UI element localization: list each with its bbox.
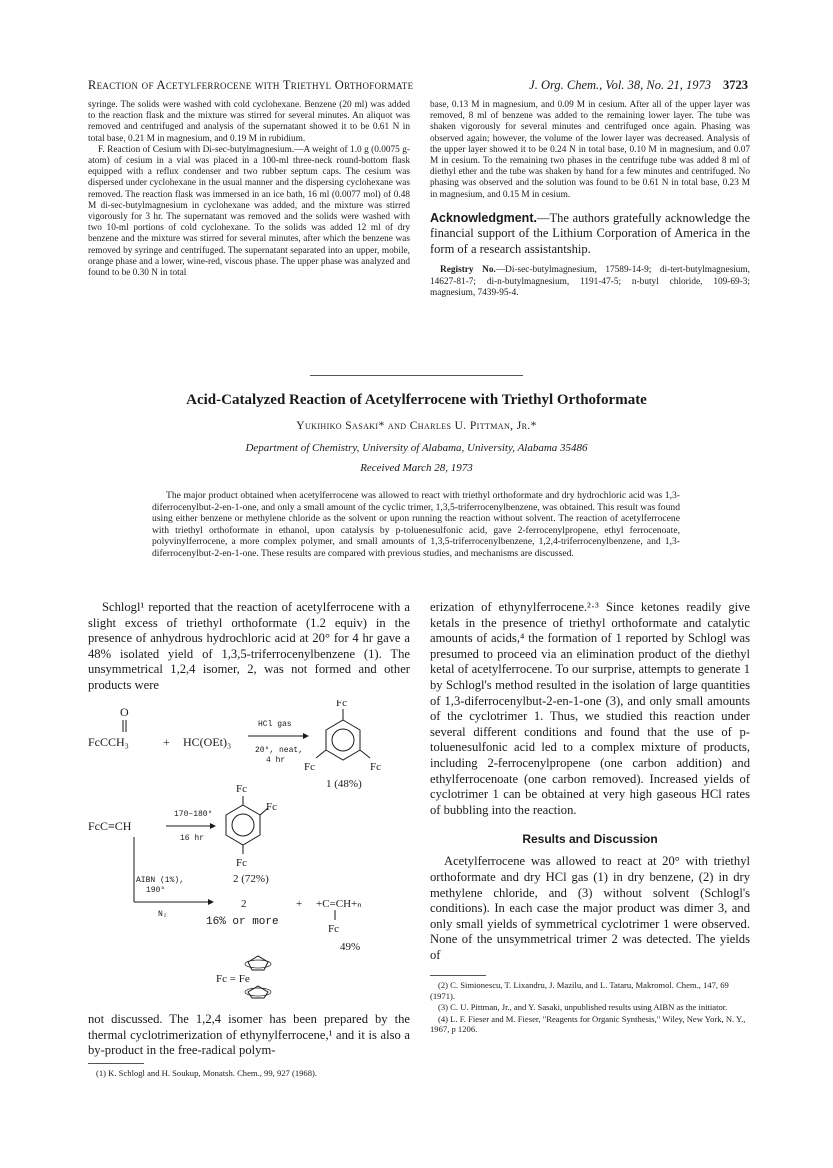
fc-substituent-top: Fc — [336, 700, 347, 709]
condition-190: 190° — [146, 886, 166, 895]
orthoformate-formula: HC(OEt)₃ — [183, 735, 232, 749]
journal-citation: J. Org. Chem., Vol. 38, No. 21, 1973 3723 — [529, 78, 748, 92]
condition-n2: N₂ — [158, 910, 168, 919]
footnote-1: (1) K. Schlogl and H. Soukup, Monatsh. Chem., 99, 927 (1968). — [96, 1067, 318, 1078]
fc-substituent-ring2-top: Fc — [236, 783, 247, 795]
top-left-column — [88, 100, 410, 279]
polymer-fc-substituent: Fc — [328, 923, 339, 935]
top-right-paragraph: base, 0.13 M in magnesium, and 0.09 M in cesium. After all of the upper layer was removed, 8 ml of benzene was added to the remaining lower layer. The tube was shaken vigorously for several minutes and centrifuged once again. Phasing was observed again; however, the volume of the lower layer was decreased. Analysis of the upper layer showed it to be 0.24 N in total base, 0.10 M in magnesium, and 0.07 M in cesium. To the remaining two phases in the centrifuge tube was added 8 ml of diethyl ether and the tube was shaken by hand for a few minutes and centrifuged. No phasing was observed and the solution was found to be 0.61 N in total base, 0.23 M in magnesium, and 0.15 M in cesium. — [430, 100, 750, 200]
received-date: Received March 28, 1973 — [360, 462, 473, 474]
right-paragraph-1: erization of ethynylferrocene.²·³ Since ketones readily give ketals in the presence of triethyl orthoformate and catalytic amounts of acids,⁴ the formation of 1 reported by Schlogl was presumed to proceed via an elimination product of the diethyl ketal of acetylferrocene. To our surprise, attempts to generate 1 by Schlogl's method resulted in the isolation of large quantities of 1,3-diferrocenylbut-2-en-1-one (3), and only small amounts of the cyclotrimer 1. Thus, we studied this reaction under several different conditions and found that the use of p-toluenesulfonic acid led to a complex mixture of products, including 2-ferrocenylpropene (one carbon addition) and ethylferrocenoate (one carbon removed). Increased yields of cyclotrimer 1 can be obtained at very high gaseous HCl rates of bubbling into the reaction. — [430, 600, 750, 817]
acetylferrocene-formula: FcCCH₃ — [88, 735, 129, 749]
footnote-3: (3) C. U. Pittman, Jr., and Y. Sasaki, unpublished results using AIBN as the initiator. — [438, 1002, 728, 1013]
footnote-2: (2) C. Simionescu, T. Lixandru, J. Mazilu, and L. Tataru, Makromol. Chem., 147, 69 (1971). — [430, 980, 729, 1001]
condition-170-180: 170–180° — [174, 810, 213, 819]
ethynylferrocene-formula: FcC≡CH — [88, 819, 132, 833]
condition-aibn: AIBN (1%), — [136, 876, 185, 885]
top-left-paragraph-1: syringe. The solids were washed with cold cyclohexane. Benzene (20 ml) was added to the reaction flask and the mixture was stirred for several minutes. An aliquot was removed and centrifuged and analysis of the supernatant showed it to be 0.61 N in total base, 0.21 M in magnesium, and 0.19 M in rubidium. — [88, 100, 410, 144]
page-number: 3723 — [723, 78, 748, 92]
left-continuation-paragraph: not discussed. The 1,2,4 isomer has been prepared by the thermal cyclotrimerization of ethynylferrocene,¹ and it is also a by-product in the free-radical polym- — [88, 1012, 410, 1058]
registry-heading: Registry No. — [440, 265, 496, 276]
condition-16-hr: 16 hr — [180, 834, 205, 843]
section-divider — [310, 375, 523, 376]
abstract — [152, 490, 680, 560]
product-1-yield: 1 (48%) — [326, 778, 362, 790]
fc-substituent-ring2-bottom: Fc — [236, 857, 247, 869]
condition-temp-neat: 20°, neat, — [255, 746, 304, 755]
fc-definition: Fc = Fe — [216, 973, 250, 985]
main-right-column — [430, 600, 750, 1036]
product-2-amount: 16% or more — [206, 916, 279, 928]
intro-paragraph: Schlogl¹ reported that the reaction of acetylferrocene with a slight excess of triethyl orthoformate (1.2 equiv) in the presence of anhydrous hydrochloric acid at 20° for 4 hr gave a 48% isolated yield of 1,3,5-triferrocenylbenzene (1). The unsymmetrical 1,2,4 isomer, 2, was not formed and other products were — [88, 600, 410, 692]
footnote-4: (4) L. F. Fieser and M. Fieser, "Reagents for Organic Synthesis," Wiley, New York, N. Y., 1967, p 1206. — [430, 1013, 746, 1035]
right-paragraph-2: Acetylferrocene was allowed to react at 20° with triethyl orthoformate and dry HCl gas (1) in dry benzene, (2) in dry methylene chloride, and (3) without solvent (Schlogl's conditions). In each case the major product was dimer 3, and only small yields of symmetrical cyclotrimer 1 were observed. None of the unsymmetrical trimer 2 was detected. The yields of — [430, 854, 750, 962]
running-title: Reaction of Acetylferrocene with Triethyl Orthoformate — [88, 78, 414, 92]
author-affiliation: Department of Chemistry, University of Alabama, University, Alabama 35486 — [245, 442, 588, 454]
abstract-text: The major product obtained when acetylferrocene was allowed to react with triethyl orthoformate and dry hydrochloric acid was 1,3-diferrocenylbut-2-en-1-one, and only a small amount of the cyclic trimer, 1,3,5-triferrocenylbenzene, was obtained. This result was found using either benzene or methylene chloride as the solvent or upon running the reaction without solvent. The reaction of acetylferrocene with triethyl orthoformate in ethanol, upon catalysis by p-toluenesulfonic acid, gave 2-ferrocenylpropene, ethyl ferrocenoate, polyvinylferrocene, a more complex polymer, and small amounts of 1,3,5-triferrocenylbenzene, 1,2,4-triferrocenylbenzene, and 1,3-diferrocenylbut-2-en-1-one. These results are compared with previous studies, and mechanisms are discussed. — [152, 490, 680, 559]
polyvinylferrocene-formula: +C=CH+ₙ — [316, 898, 362, 910]
results-heading: Results and Discussion — [522, 832, 658, 847]
fc-substituent-left: Fc — [304, 761, 315, 773]
acknowledgment-heading: Acknowledgment. — [430, 210, 537, 225]
article-title: Acid-Catalyzed Reaction of Acetylferrocene with Triethyl Orthoformate — [186, 392, 647, 408]
product-2-yield: 2 (72%) — [233, 873, 269, 885]
acknowledgment: Acknowledgment.—The authors gratefully acknowledge the financial support of the Lithium Corporation of America in the form of a research assistantship. — [430, 210, 750, 256]
plus-sign-1: + — [163, 735, 170, 749]
polymer-yield: 49% — [340, 941, 361, 953]
condition-hcl-gas: HCl gas — [258, 720, 292, 729]
fc-substituent-right: Fc — [370, 761, 381, 773]
article-authors: Yukihiko Sasaki* and Charles U. Pittman, Jr.* — [296, 420, 537, 432]
plus-sign-2: + — [296, 898, 303, 910]
top-left-paragraph-2: F. Reaction of Cesium with Di-sec-butylmagnesium.—A weight of 1.0 g (0.0075 g-atom) of cesium in a vial was placed in a 100-ml three-neck round-bottom flask equipped with a reflux condenser and two rubber septum caps. The cesium was dispersed under cyclohexane in the usual manner and the dispersing cyclohexane was removed. The reaction flask was immersed in an ice bath, 16 ml (0.0077 mol) of 0.48 M di-sec-butylmagnesium in cyclohexane was added, and the mixture was stirred vigorously for 3 hr. The supernatant was removed and the solids were washed with two 10-ml portions of cold cyclohexane. To the solids was added 12 ml of dry benzene and the mixture was stirred for several minutes, after which the benzene was removed by syringe and centrifuged. The supernatant separated into an upper, mobile, orange phase and a lower, wine-red, viscous phase. The upper phase was analyzed and found to be 0.30 N in total — [88, 144, 410, 279]
footnotes-right — [430, 980, 750, 1034]
registry-numbers: Registry No.—Di-sec-butylmagnesium, 17589-14-9; di-tert-butylmagnesium, 14627-81-7; di-n-butylmagnesium, 1191-47-5; n-butyl chloride, 109-69-3; magnesium, 7439-95-4. — [430, 265, 750, 298]
product-2-label: 2 — [241, 898, 247, 910]
carbonyl-o-label: O — [120, 705, 129, 719]
main-left-column-bottom — [88, 1012, 410, 1079]
benzene-ring-2 — [226, 805, 260, 845]
benzene-ring-1 — [326, 720, 360, 760]
condition-time: 4 hr — [266, 756, 286, 765]
reaction-scheme — [88, 700, 418, 1000]
main-left-column — [88, 600, 410, 694]
fc-substituent-ring2-right: Fc — [266, 801, 277, 813]
top-right-column — [430, 100, 750, 299]
